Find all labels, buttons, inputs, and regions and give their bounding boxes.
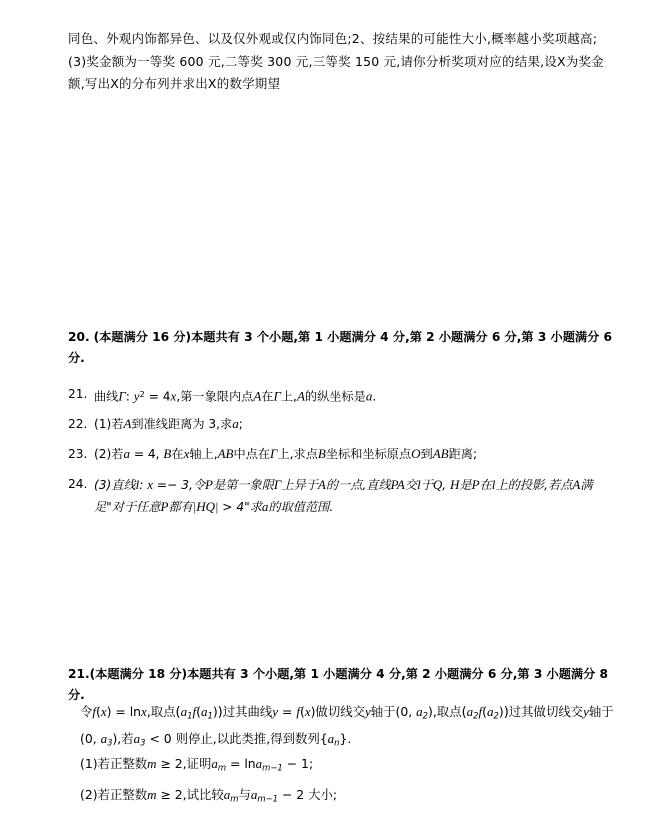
item-number: 22.: [68, 417, 88, 431]
question-21-paragraph-1: (1)若正整数m ≥ 2,证明$a_m = \ln a_{m-1} - 1$;: [80, 756, 314, 773]
question-20-item-4: [68, 474, 613, 518]
item-number: 23.: [68, 447, 88, 461]
question-21-heading: 21.(本题满分 18 分)本题共有 3 个小题,第 1 小题满分 4 分,第 2 小题满分 6 分,第 3 小题满分 8 分.: [68, 667, 609, 702]
item-number: 21.: [68, 387, 88, 401]
question-20-heading: [68, 327, 613, 369]
intro-paragraph: 同色、外观内饰都异色、以及仅外观或仅内饰同色;2、按结果的可能性大小,概率越小奖项越高;(3)奖金额为一等奖 600 元,二等奖 300 元,三等奖 150 元,请你分析奖项对应的结果,设X为奖金额,写出X的分布列并求出X的数学期望: [68, 31, 604, 91]
question-20-item-3: [68, 444, 613, 464]
item-text: (1)若A到准线距离为 3,求a;: [94, 416, 243, 431]
question-20-item-2: [68, 414, 613, 434]
question-20-heading-text: (本题满分 16 分)本题共有 3 个小题,第 1 小题满分 4 分,第 2 小题满分 6 分,第 3 小题满分 6 分.: [68, 330, 613, 365]
item-text: (2)若a = 4, B在x轴上,AB中点在Γ上,求点B坐标和坐标原点O到AB距离;: [94, 446, 478, 461]
question-21-paragraph-intro: 令f(x) = lnx,取点$(a_1f(a_1))$过其曲线y = f(x)做切线交y轴于(0, $a_2$),取点$(a_2f(a_2))$过其做切线交y轴于(0, $a_3$),若$a_3 < 0$ 则停止,以此类推,得到数列$\{a_n\}$.: [80, 704, 614, 748]
question-21-paragraph-2: (2)若正整数m ≥ 2,试比较$a_m$与$a_{m-1} - 2$ 大小;: [80, 787, 338, 804]
question-20-item-1: [68, 384, 613, 407]
question-20-number: 20.: [68, 330, 90, 344]
item-text: 曲线Γ: $y^2 = 4x$,第一象限内点A在Γ上,A的纵坐标是a.: [94, 388, 377, 404]
item-text: (3)直线l: x =− 3,令P是第一象限Γ上异于A的一点,直线PA交l于Q, H是P在l上的投影,若点A满足"对于任意P都有|HQ| > 4"求a的取值范围.: [94, 477, 593, 514]
item-number: 24.: [68, 477, 88, 491]
